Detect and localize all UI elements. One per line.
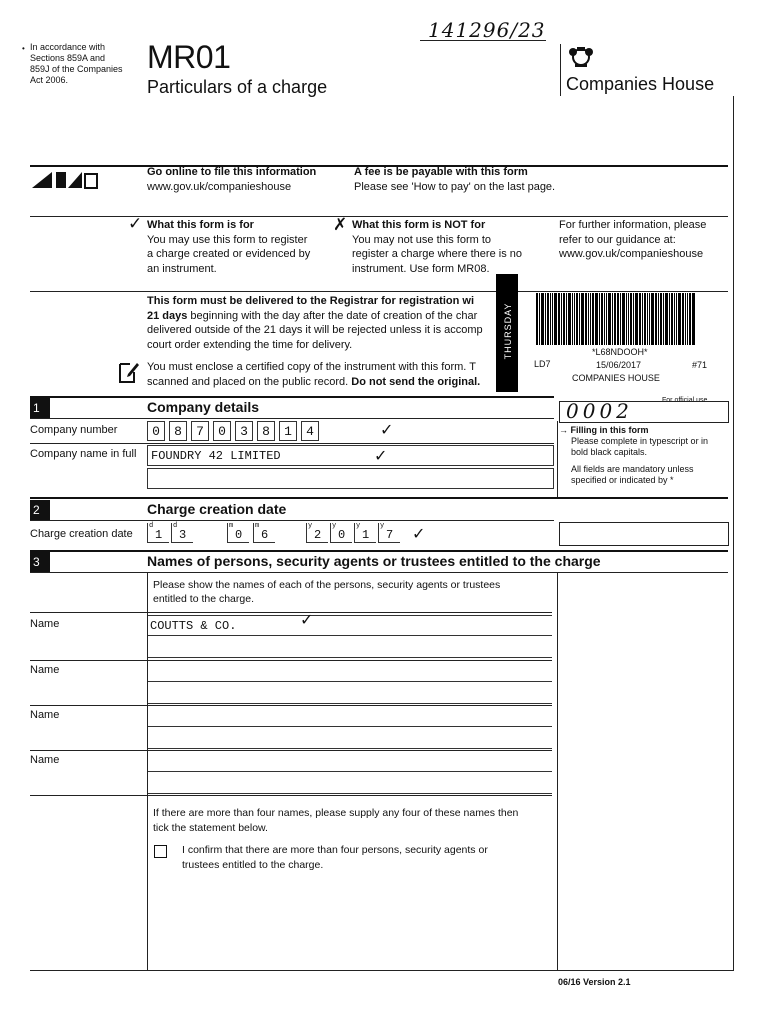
legal-note-line: 859J of the Companies (30, 64, 123, 74)
company-name-field[interactable]: FOUNDRY 42 LIMITED (147, 445, 554, 466)
date-cell-digit: 0 (235, 528, 243, 542)
date-cell-prefix: m (229, 522, 234, 530)
handwritten-underline (420, 40, 546, 41)
stamp-office: LD7 (534, 359, 551, 369)
enclose-line: You must enclose a certified copy of the instrument with this form. T (147, 361, 476, 373)
mandatory-line: All fields are mandatory unless (571, 464, 694, 474)
enclose-notice (147, 360, 493, 389)
form-not-for (352, 218, 522, 276)
filling-heading-text: Filling in this form (570, 425, 649, 435)
company-number-digit[interactable]: 4 (301, 421, 319, 441)
date-cell-prefix: y (356, 522, 361, 530)
legal-note-line: Sections 859A and (30, 53, 106, 63)
section-1-number: 1 (30, 398, 50, 418)
further-info-url[interactable]: www.gov.uk/companieshouse (559, 248, 704, 260)
date-cell-year[interactable] (306, 523, 328, 543)
logo-divider (560, 44, 561, 96)
instruction-line: Please show the names of each of the persons, security agents or trustees (153, 579, 501, 591)
day-stamp (496, 274, 518, 392)
delivery-line: delivered outside of the 21 days it will be rejected unless it is accomp (147, 324, 483, 336)
online-heading: Go online to file this information (147, 166, 317, 178)
company-number-digit[interactable]: 8 (257, 421, 275, 441)
rule (30, 572, 728, 573)
rule (30, 443, 554, 444)
filling-line: Please complete in typescript or in (571, 436, 709, 446)
cross-icon: ✗ (333, 215, 348, 234)
delivery-line: court order extending the time for delivery. (147, 338, 353, 351)
online-filing-icon (30, 168, 100, 195)
date-cell-digit: 2 (314, 528, 322, 542)
further-info (559, 218, 706, 262)
company-name-field-line-2[interactable] (147, 468, 554, 489)
name-label: Name (30, 754, 60, 766)
name-field-2-line-2[interactable] (147, 683, 552, 704)
tick-icon: ✓ (128, 214, 143, 233)
legal-note-line: In accordance with (30, 42, 106, 52)
company-number-digit[interactable]: 0 (147, 421, 165, 441)
more-names-notice (153, 806, 518, 836)
rule (30, 795, 552, 796)
enclose-warning: Do not send the original. (351, 375, 481, 388)
date-cell-prefix: m (255, 522, 260, 530)
confirm-checkbox[interactable] (154, 845, 167, 858)
date-cell-prefix: y (380, 522, 385, 530)
name-field-4[interactable] (147, 751, 552, 772)
date-cell-digit: 6 (261, 528, 269, 542)
name-field-4-line-2[interactable] (147, 773, 552, 794)
version-label: 06/16 Version 2.1 (558, 977, 631, 987)
name-label: Name (30, 618, 60, 630)
divider (557, 421, 558, 497)
date-cell-prefix: y (308, 522, 313, 530)
date-cell-digit: 0 (338, 528, 346, 542)
legal-note-line: Act 2006. (30, 75, 69, 85)
more-names-line: tick the statement below. (153, 822, 268, 834)
filling-guidance (559, 425, 729, 486)
section-3-left-border (147, 572, 148, 612)
name-label: Name (30, 709, 60, 721)
rule (30, 612, 552, 613)
handwritten-tick-icon: ✓ (300, 610, 314, 629)
company-number-label: Company number (30, 424, 118, 436)
rule (30, 970, 734, 971)
form-not-for-line: register a charge where there is no (352, 248, 522, 260)
section-rule (30, 550, 728, 552)
section-1-title: Company details (147, 399, 260, 415)
delivery-days: 21 days (147, 309, 188, 322)
instruction-line: entitled to the charge. (153, 593, 254, 605)
section-2-title: Charge creation date (147, 501, 287, 517)
date-cell-prefix: d (173, 522, 178, 530)
date-cell-month[interactable] (227, 523, 249, 543)
section-3-divider (557, 572, 558, 970)
name-field-3[interactable] (147, 706, 552, 727)
form-not-for-line: instrument. Use form MR08. (352, 262, 490, 275)
further-info-line: For further information, please (559, 219, 707, 231)
more-names-line: If there are more than four names, please supply any four of these names then (153, 807, 519, 819)
form-title: Particulars of a charge (147, 77, 328, 97)
barcode (536, 293, 712, 345)
handwritten-reference: 141296/23 (428, 18, 546, 42)
handwritten-tick-icon: ✓ (374, 446, 388, 465)
further-info-line: refer to our guidance at: (559, 233, 676, 246)
company-number-digit[interactable]: 8 (169, 421, 187, 441)
name-label: Name (30, 664, 60, 676)
section-3-title: Names of persons, security agents or trustees entitled to the charge (147, 553, 601, 569)
mandatory-line: specified or indicated by * (571, 475, 674, 485)
more-names-left-border (147, 796, 148, 970)
confirm-line: I confirm that there are more than four persons, security agents or (182, 844, 488, 856)
legal-note (30, 42, 130, 86)
form-not-for-heading: What this form is NOT for (352, 219, 486, 231)
date-cell-day[interactable] (171, 523, 193, 543)
stamp-code: *L68NDOOH* (592, 347, 648, 357)
fee-heading: A fee is be payable with this form (354, 166, 528, 178)
stamp-org: COMPANIES HOUSE (572, 373, 660, 383)
company-name-label: Company name in full (30, 448, 137, 460)
official-use-handwritten: 0002 (566, 399, 633, 423)
company-number-digit[interactable]: 1 (279, 421, 297, 441)
date-cell-year[interactable] (378, 523, 400, 543)
stamp-date: 15/06/2017 (596, 360, 642, 370)
confirm-statement (182, 843, 488, 873)
form-not-for-line: You may not use this form to (352, 233, 491, 246)
fee-text: Please see 'How to pay' on the last page. (354, 181, 556, 193)
date-cell-prefix: y (332, 522, 337, 530)
date-cell-digit: 1 (155, 528, 163, 542)
rule (30, 418, 554, 419)
date-cell-digit: 7 (386, 528, 394, 542)
form-for-line: a charge created or evidenced by (147, 248, 311, 260)
confirm-line: trustees entitled to the charge. (182, 859, 324, 871)
delivery-line (147, 309, 493, 324)
filling-line: bold black capitals. (571, 447, 648, 457)
company-number-digit[interactable]: 7 (191, 421, 209, 441)
handwritten-tick-icon: ✓ (412, 524, 426, 543)
stamp-number: #71 (692, 360, 708, 370)
section-rule (30, 396, 554, 398)
form-code: MR01 (147, 39, 231, 75)
arrow-right-icon: → (559, 425, 571, 435)
right-border (733, 96, 734, 970)
date-cell-year[interactable] (354, 523, 376, 543)
crest-icon (566, 44, 596, 75)
date-cell-digit: 1 (362, 528, 370, 542)
section-3-number: 3 (30, 552, 50, 572)
date-cell-month[interactable] (253, 523, 275, 543)
delivery-days-text: beginning with the day after the date of creation of the char (187, 309, 478, 322)
document-edit-icon (118, 360, 140, 389)
official-use-label: For official use (662, 397, 708, 404)
section-rule (30, 497, 728, 499)
delivery-line: This form must be delivered to the Registrar for registration wi (147, 295, 475, 307)
enclose-line (147, 375, 493, 390)
company-number-digit[interactable]: 3 (235, 421, 253, 441)
date-cell-prefix: d (149, 522, 154, 530)
online-url[interactable]: www.gov.uk/companieshouse (147, 181, 292, 193)
company-number-digit[interactable]: 0 (213, 421, 231, 441)
name-field-2[interactable] (147, 661, 552, 682)
delivery-notice (147, 294, 493, 352)
date-cell-day[interactable] (147, 523, 169, 543)
form-for-heading: What this form is for (147, 219, 254, 231)
org-name: Companies House (566, 74, 715, 94)
names-left-border (147, 612, 148, 796)
form-for (147, 218, 310, 276)
section-2-side-box (559, 522, 729, 546)
filling-heading (559, 425, 729, 436)
charge-date-label: Charge creation date (30, 528, 133, 540)
handwritten-tick-icon: ✓ (380, 420, 394, 439)
form-for-line: an instrument. (147, 262, 217, 275)
name-field-1-line-2[interactable] (147, 637, 552, 658)
bullet-icon: • (22, 44, 25, 53)
name-field-1[interactable]: COUTTS & CO. (147, 615, 552, 636)
enclose-text: scanned and placed on the public record. (147, 375, 352, 388)
form-for-line: You may use this form to register (147, 233, 308, 246)
rule (30, 291, 728, 292)
section-3-instructions (153, 578, 500, 606)
rule (30, 520, 554, 521)
day-stamp-text: THURSDAY (503, 302, 513, 360)
date-cell-year[interactable] (330, 523, 352, 543)
name-field-3-line-2[interactable] (147, 728, 552, 749)
section-2-number: 2 (30, 500, 50, 520)
date-cell-digit: 3 (179, 528, 187, 542)
